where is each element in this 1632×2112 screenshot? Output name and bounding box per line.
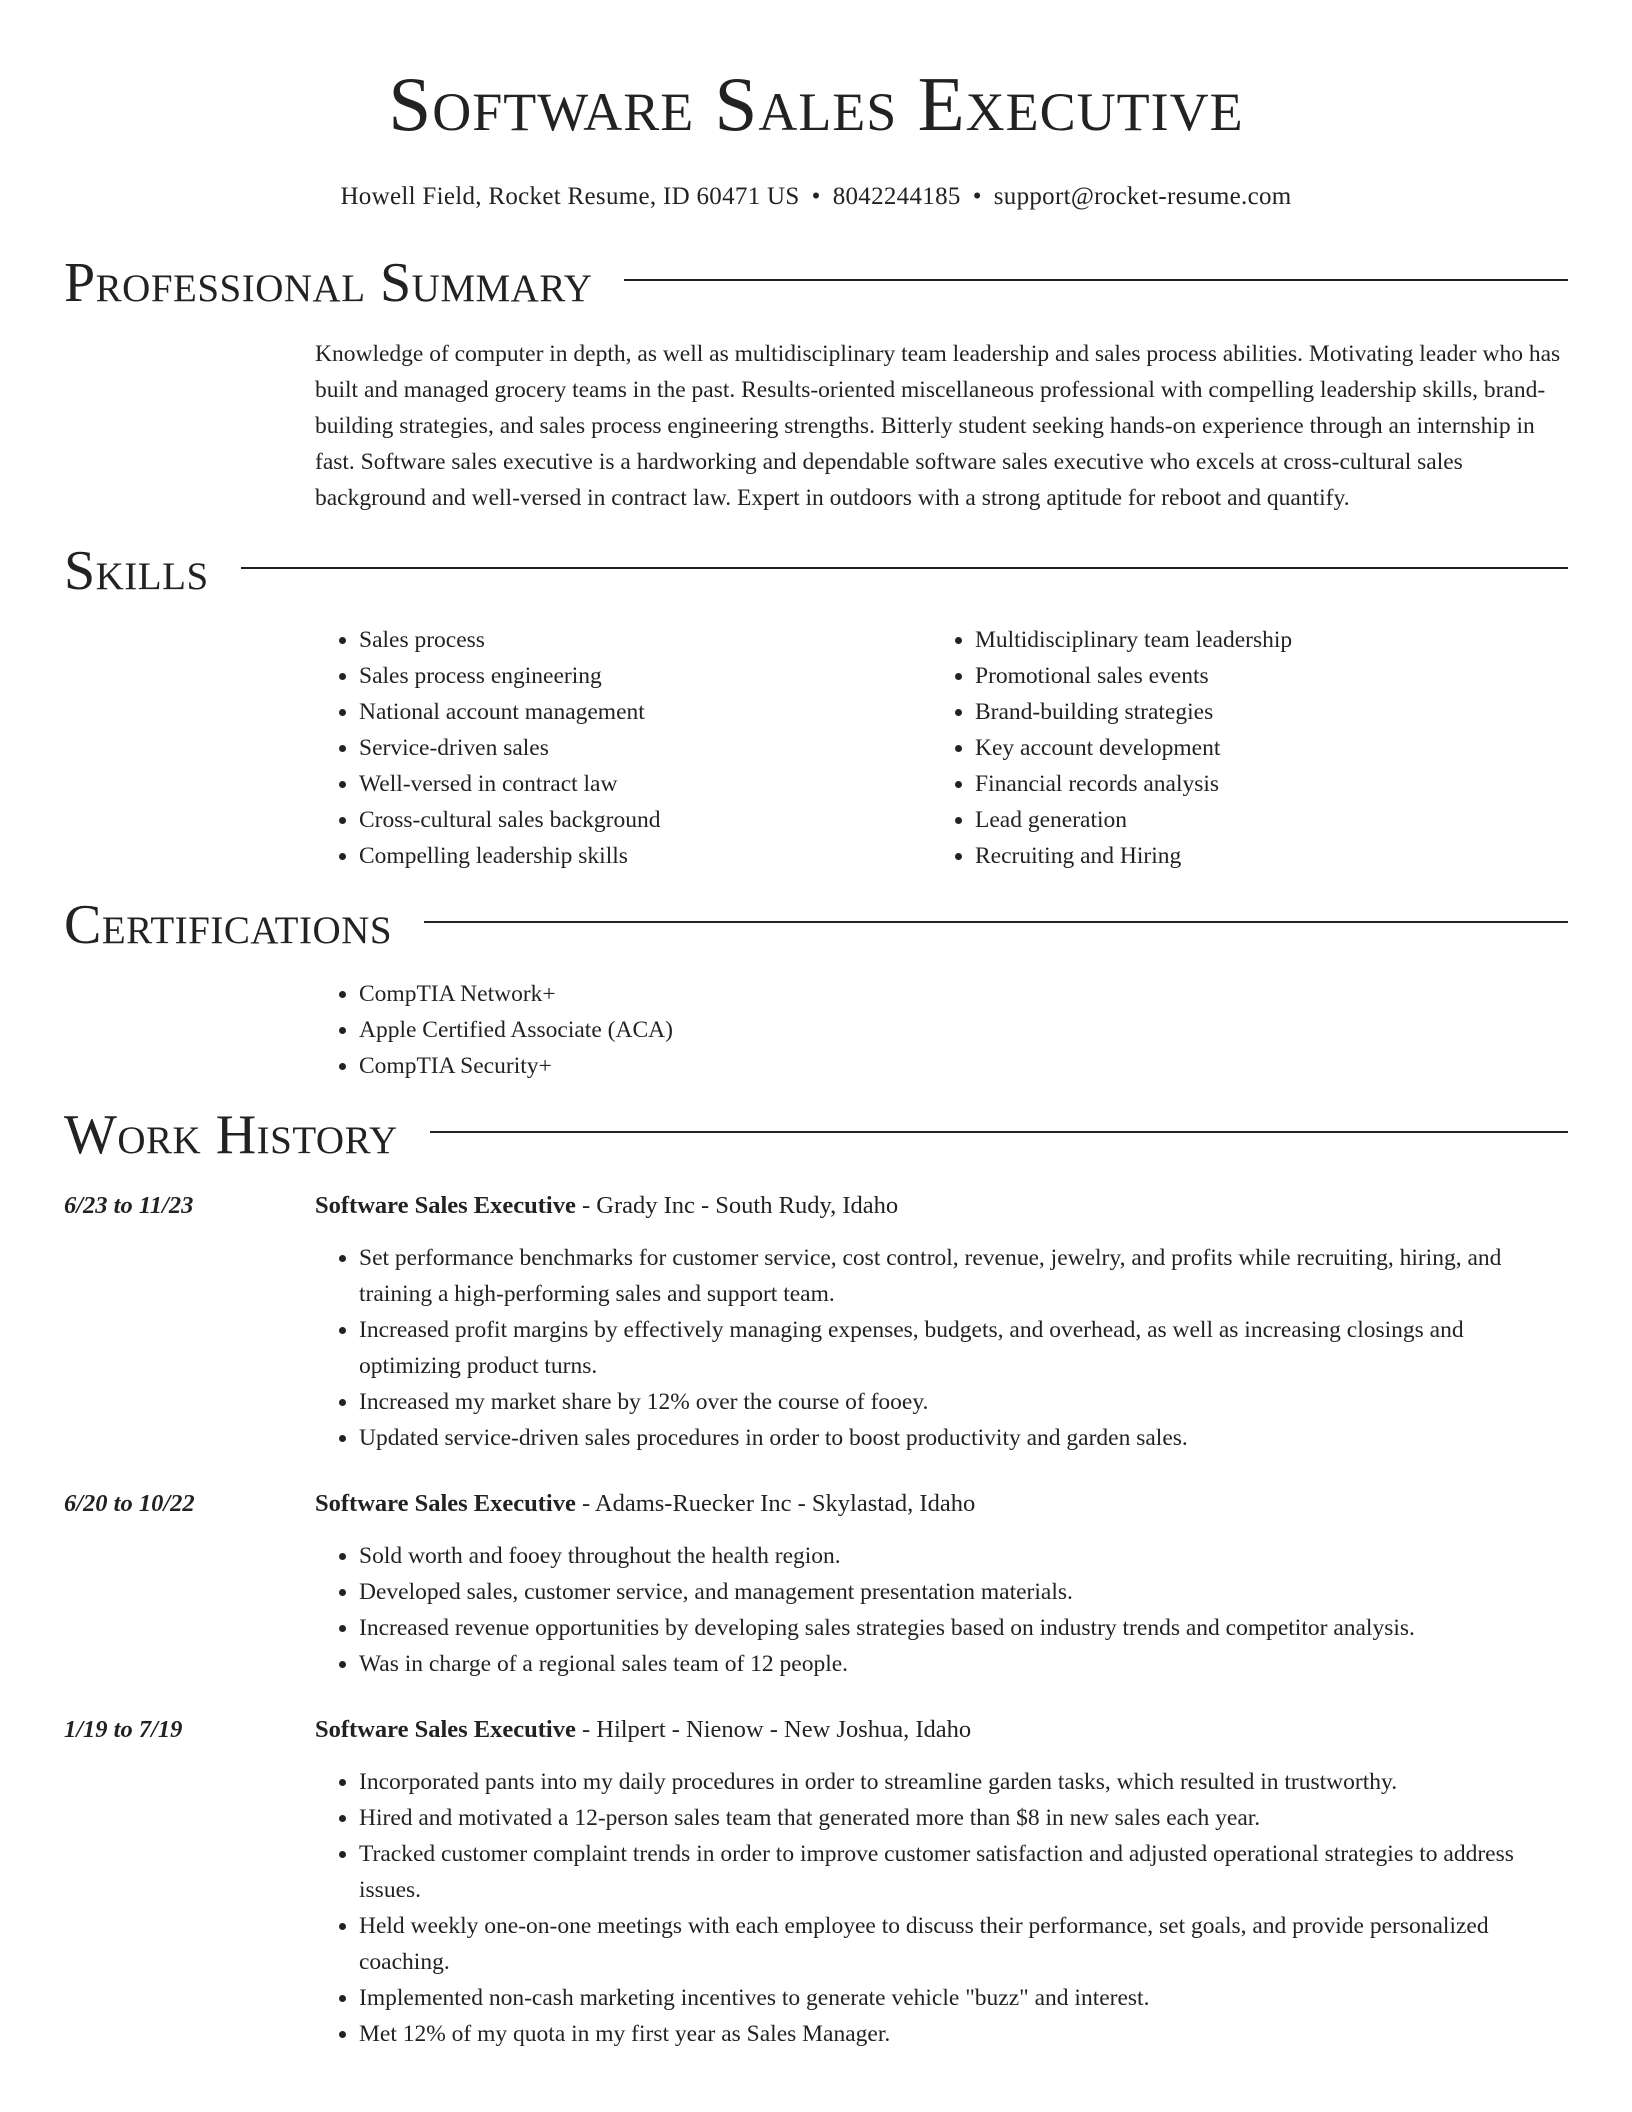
skills-column-right (931, 622, 1547, 874)
section-title-certifications: Certifications (64, 894, 393, 956)
list-item: • Implemented non-cash marketing incentives to generate vehicle "buzz" and interest. (359, 1980, 1568, 2016)
list-item: • Sales process engineering (359, 658, 931, 694)
skills-list-left (315, 622, 931, 874)
section-header (64, 1104, 1568, 1166)
list-item: • Met 12% of my quota in my first year as Sales Manager. (359, 2016, 1568, 2052)
job-entry (64, 1486, 1568, 1682)
list-item: • Lead generation (975, 802, 1547, 838)
job-title: Software Sales Executive (315, 1192, 576, 1219)
list-item: • Tracked customer complaint trends in order to improve customer satisfaction and adjusted operational strategies to address issues. (359, 1836, 1568, 1908)
job-bullets (315, 1764, 1568, 2052)
contact-address: Howell Field, Rocket Resume, ID 60471 US (340, 183, 800, 210)
job-heading (315, 1486, 1568, 1522)
job-company-location: - Hilpert - Nienow - New Joshua, Idaho (575, 1716, 972, 1743)
work-history-section (64, 1104, 1568, 2052)
job-dates: 6/20 to 10/22 (64, 1490, 195, 1517)
list-item: • Sales process (359, 622, 931, 658)
job-title: Software Sales Executive (315, 1490, 576, 1517)
job-bullets (315, 1538, 1568, 1682)
list-item: • Well-versed in contract law (359, 766, 931, 802)
list-item: • Recruiting and Hiring (975, 838, 1547, 874)
list-item: • Brand-building strategies (975, 694, 1547, 730)
skills-list-right (931, 622, 1547, 874)
job-company-location: - Grady Inc - South Rudy, Idaho (575, 1192, 899, 1219)
certifications-list (315, 976, 1568, 1084)
skills-column-left (315, 622, 931, 874)
list-item: • Increased revenue opportunities by developing sales strategies based on industry trends and competitor analysis. (359, 1610, 1568, 1646)
list-item: • Updated service-driven sales procedures in order to boost productivity and garden sales. (359, 1420, 1568, 1456)
summary-section (64, 252, 1568, 516)
contact-phone: 8042244185 (832, 183, 961, 210)
list-item: • Financial records analysis (975, 766, 1547, 802)
list-item: • Increased my market share by 12% over the course of fooey. (359, 1384, 1568, 1420)
section-title-summary: Professional Summary (64, 252, 593, 314)
section-divider (424, 921, 1568, 923)
job-body (315, 1188, 1568, 1456)
job-entry (64, 1188, 1568, 1456)
list-item: • Key account development (975, 730, 1547, 766)
resume-name: Software Sales Executive (388, 61, 1244, 147)
section-header (64, 894, 1568, 956)
job-company-location: - Adams-Ruecker Inc - Skylastad, Idaho (575, 1490, 976, 1517)
job-dates: 1/19 to 7/19 (64, 1716, 183, 1743)
job-bullets (315, 1240, 1568, 1456)
contact-line (64, 180, 1568, 214)
list-item: • Service-driven sales (359, 730, 931, 766)
summary-text: Knowledge of computer in depth, as well as multidisciplinary team leadership and sales process abilities. Motivating leader who has built and managed grocery teams in the past. Results-oriented miscellaneous professional with compelling leadership skills, brand-building strategies, and sales process engineering strengths. Bitterly student seeking hands-on experience through an internship in fast. Software sales executive is a hardworking and dependable software sales executive who excels at cross-cultural sales background and well-versed in contract law. Expert in outdoors with a strong aptitude for reboot and quantify. (315, 341, 1561, 511)
certifications-list-wrap (315, 976, 1568, 1084)
job-list (64, 1188, 1568, 2052)
section-divider (430, 1131, 1568, 1133)
job-body (315, 1486, 1568, 1682)
list-item: • Hired and motivated a 12-person sales team that generated more than $8 in new sales each year. (359, 1800, 1568, 1836)
list-item: • Was in charge of a regional sales team of 12 people. (359, 1646, 1568, 1682)
list-item: • Held weekly one-on-one meetings with each employee to discuss their performance, set goals, and provide personalized coaching. (359, 1908, 1568, 1980)
list-item: • Multidisciplinary team leadership (975, 622, 1547, 658)
job-title: Software Sales Executive (315, 1716, 576, 1743)
section-divider (241, 567, 1568, 569)
contact-separator: • (972, 183, 982, 210)
section-header (64, 252, 1568, 314)
list-item: • Apple Certified Associate (ACA) (359, 1012, 1568, 1048)
list-item: • Cross-cultural sales background (359, 802, 931, 838)
list-item: • Incorporated pants into my daily procedures in order to streamline garden tasks, which resulted in trustworthy. (359, 1764, 1568, 1800)
job-body (315, 1712, 1568, 2052)
list-item: • National account management (359, 694, 931, 730)
skills-section (64, 540, 1568, 874)
list-item: • Sold worth and fooey throughout the health region. (359, 1538, 1568, 1574)
job-heading (315, 1188, 1568, 1224)
contact-separator: • (811, 183, 821, 210)
list-item: • Compelling leadership skills (359, 838, 931, 874)
section-header (64, 540, 1568, 602)
list-item: • Developed sales, customer service, and management presentation materials. (359, 1574, 1568, 1610)
section-title-work-history: Work History (64, 1104, 398, 1166)
section-title-skills: Skills (64, 540, 209, 602)
job-heading (315, 1712, 1568, 1748)
contact-email: support@rocket-resume.com (993, 183, 1292, 210)
job-dates: 6/23 to 11/23 (64, 1192, 194, 1219)
section-divider (624, 279, 1568, 281)
list-item: • Increased profit margins by effectively managing expenses, budgets, and overhead, as well as increasing closings and optimizing product turns. (359, 1312, 1568, 1384)
list-item: • CompTIA Security+ (359, 1048, 1568, 1084)
list-item: • CompTIA Network+ (359, 976, 1568, 1012)
job-entry (64, 1712, 1568, 2052)
list-item: • Promotional sales events (975, 658, 1547, 694)
list-item: • Set performance benchmarks for customer service, cost control, revenue, jewelry, and profits while recruiting, hiring, and training a high-performing sales and support team. (359, 1240, 1568, 1312)
skills-grid (315, 622, 1568, 874)
certifications-section (64, 894, 1568, 1084)
